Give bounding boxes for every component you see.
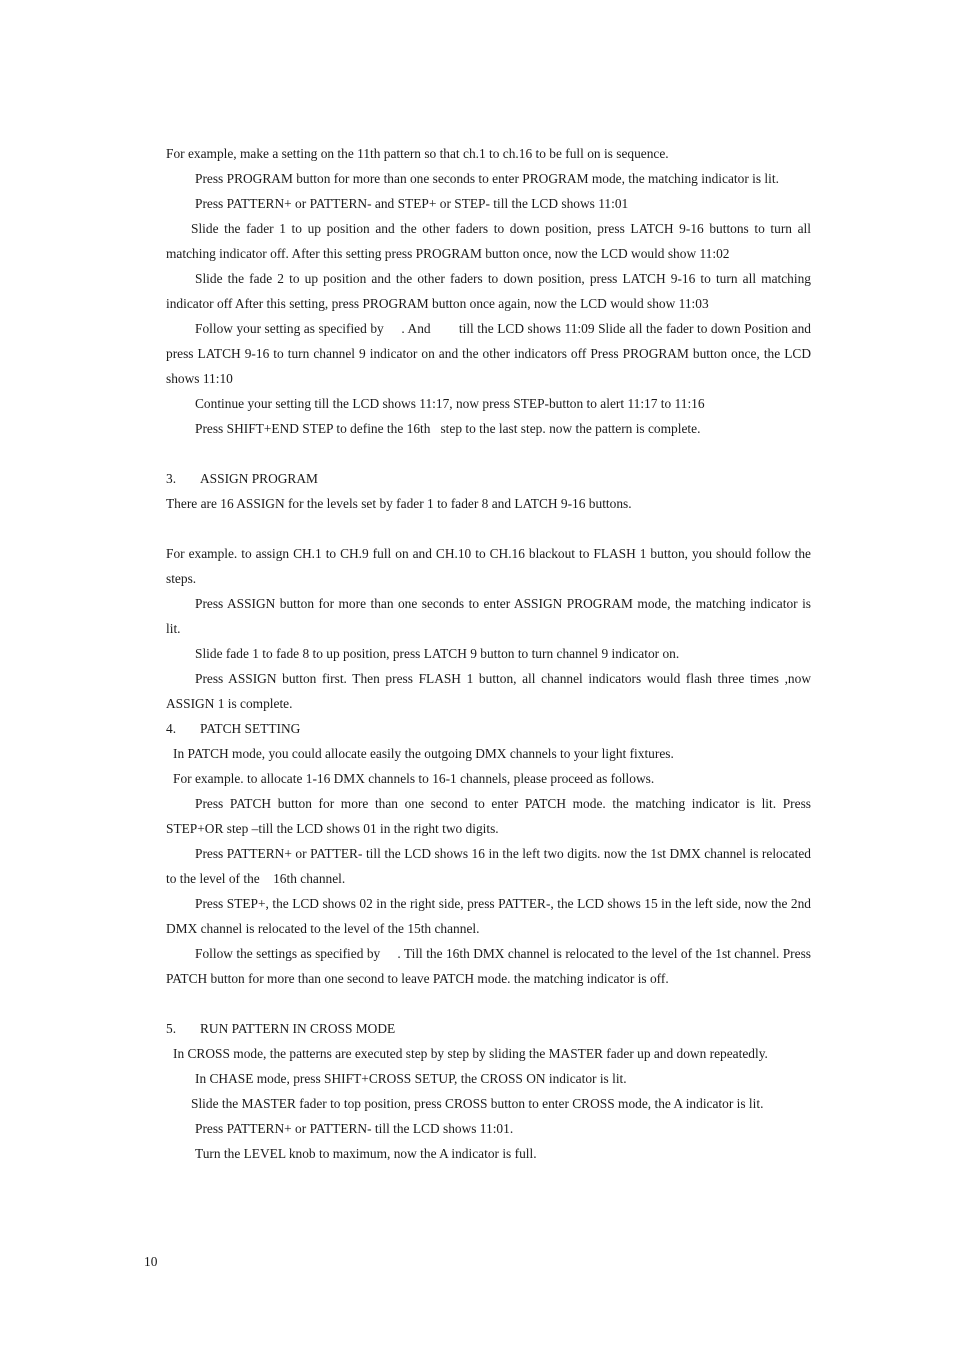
paragraph: Slide the fade 2 to up position and the other faders to down position, press LATCH 9-16 to turn all matching indicator off After this setting, press PROGRAM button once again, now the LCD would show 11:03 (166, 271, 811, 311)
spacer (166, 516, 811, 541)
section-heading (166, 716, 811, 741)
paragraph: Press SHIFT+END STEP to define the 16th step to the last step. now the pattern is complete. (195, 421, 701, 436)
paragraph: Slide the MASTER fader to top position, press CROSS button to enter CROSS mode, the A indicator is lit. (191, 1096, 764, 1111)
paragraph: Continue your setting till the LCD shows 11:17, now press STEP-button to alert 11:17 to 11:16 (195, 396, 705, 411)
paragraph: Follow the settings as specified by . Till the 16th DMX channel is relocated to the level of the 1st channel. Press PATCH button for more than one second to leave PATCH mode. the matching indicator is off. (166, 946, 811, 986)
page-content (166, 141, 811, 1166)
section-number: 4. (166, 721, 177, 736)
paragraph: Press PATTERN+ or PATTERN- till the LCD shows 11:01. (195, 1121, 514, 1136)
paragraph: Press PATTERN+ or PATTER- till the LCD shows 16 in the left two digits. now the 1st DMX channel is relocated to the level of the 16th channel. (166, 846, 811, 886)
paragraph: Press ASSIGN button first. Then press FLASH 1 button, all channel indicators would flash three times ,now ASSIGN 1 is complete. (166, 671, 811, 711)
paragraph: For example. to allocate 1-16 DMX channels to 16-1 channels, please proceed as follows. (173, 771, 655, 786)
section-heading (166, 466, 811, 491)
paragraph: There are 16 ASSIGN for the levels set by fader 1 to fader 8 and LATCH 9-16 buttons. (166, 496, 632, 511)
paragraph: For example. to assign CH.1 to CH.9 full on and CH.10 to CH.16 blackout to FLASH 1 button, you should follow the steps. (166, 546, 811, 586)
section-heading (166, 1016, 811, 1041)
section-title: PATCH SETTING (200, 721, 301, 736)
paragraph: Slide the fader 1 to up position and the other faders to down position, press LATCH 9-16 buttons to turn all matching indicator off. After this setting press PROGRAM button once, now the LCD would show 11:02 (166, 221, 811, 261)
paragraph: Press STEP+, the LCD shows 02 in the right side, press PATTER-, the LCD shows 15 in the left side, now the 2nd DMX channel is relocated to the level of the 15th channel. (166, 896, 811, 936)
paragraph: In CROSS mode, the patterns are executed step by step by sliding the MASTER fader up and down repeatedly. (173, 1046, 768, 1061)
section-number: 3. (166, 471, 177, 486)
section-title: ASSIGN PROGRAM (200, 471, 318, 486)
paragraph: Press ASSIGN button for more than one seconds to enter ASSIGN PROGRAM mode, the matching indicator is lit. (166, 596, 811, 636)
paragraph: In CHASE mode, press SHIFT+CROSS SETUP, the CROSS ON indicator is lit. (195, 1071, 627, 1086)
page-number: 10 (144, 1254, 158, 1269)
paragraph: Press PROGRAM button for more than one seconds to enter PROGRAM mode, the matching indicator is lit. (195, 171, 779, 186)
spacer (166, 991, 811, 1016)
paragraph: For example, make a setting on the 11th pattern so that ch.1 to ch.16 to be full on is sequence. (166, 146, 669, 161)
paragraph: Follow your setting as specified by . And till the LCD shows 11:09 Slide all the fader to down Position and press LATCH 9-16 to turn channel 9 indicator on and the other indicators off Press PROGRAM button once, the LCD shows 11:10 (166, 321, 811, 386)
section-number: 5. (166, 1021, 177, 1036)
paragraph: In PATCH mode, you could allocate easily the outgoing DMX channels to your light fixtures. (173, 746, 674, 761)
paragraph: Turn the LEVEL knob to maximum, now the A indicator is full. (195, 1146, 537, 1161)
paragraph: Press PATCH button for more than one second to enter PATCH mode. the matching indicator is lit. Press STEP+OR step –till the LCD shows 01 in the right two digits. (166, 796, 811, 836)
section-title: RUN PATTERN IN CROSS MODE (200, 1021, 396, 1036)
paragraph: Press PATTERN+ or PATTERN- and STEP+ or STEP- till the LCD shows 11:01 (195, 196, 629, 211)
paragraph: Slide fade 1 to fade 8 to up position, press LATCH 9 button to turn channel 9 indicator on. (195, 646, 680, 661)
spacer (166, 441, 811, 466)
